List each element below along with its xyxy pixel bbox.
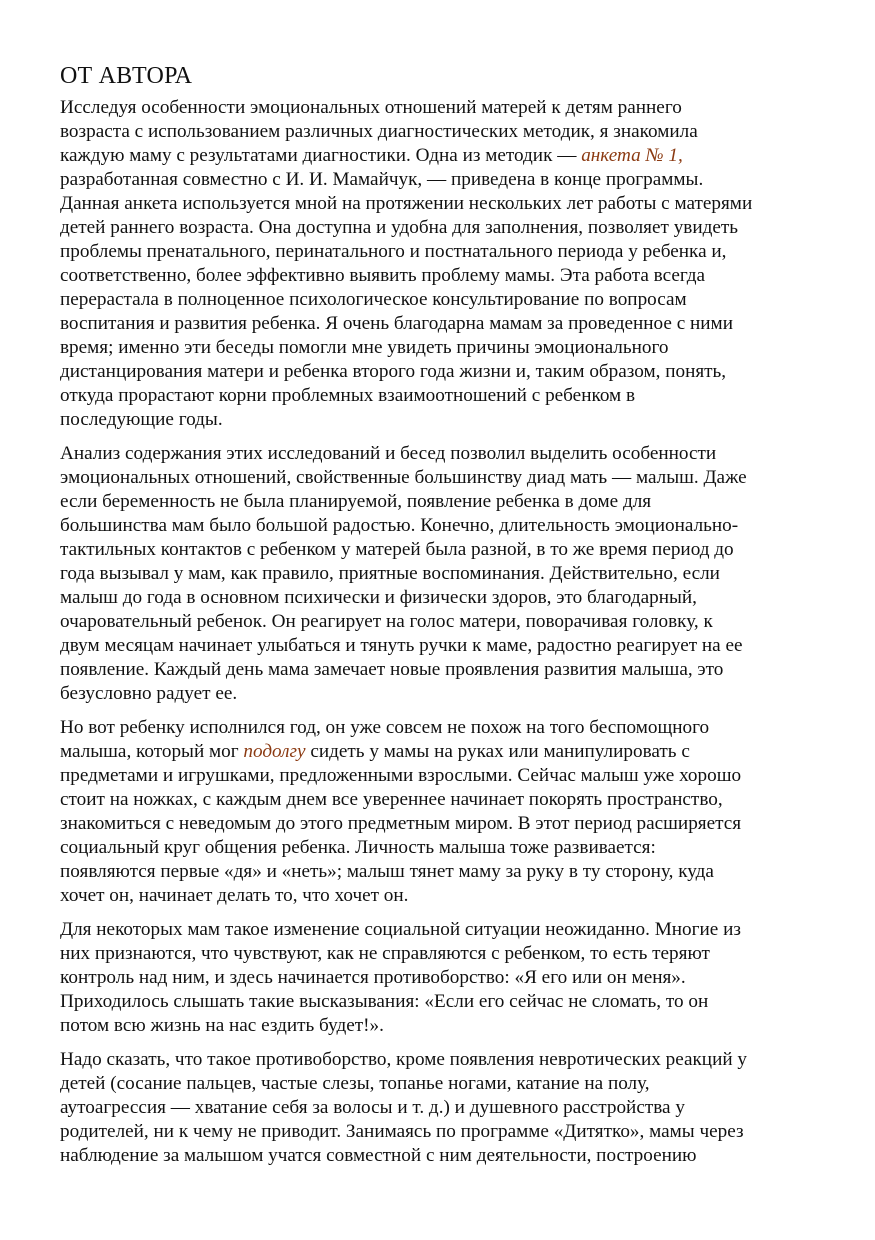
text-line: двум месяцам начинает улыбаться и тянуть ручки к маме, радостно реагирует на ее	[60, 635, 743, 656]
text-line: Для некоторых мам такое изменение социальной ситуации неожиданно. Многие из	[60, 919, 741, 940]
text-line: разработанная совместно с И. И. Мамайчук, — приведена в конце программы.	[60, 169, 704, 190]
text-line: если беременность не была планируемой, появление ребенка в доме для	[60, 491, 652, 512]
text-line: возраста с использованием различных диагностических методик, я знакомила	[60, 121, 698, 142]
paragraph-5	[60, 1048, 820, 1168]
text-line: детей раннего возраста. Она доступна и удобна для заполнения, позволяет увидеть	[60, 217, 739, 238]
text-line: Но вот ребенку исполнился год, он уже совсем не похож на того беспомощного	[60, 717, 710, 738]
text-line: перерастала в полноценное психологическое консультирование по вопросам	[60, 289, 687, 310]
text-line: Надо сказать, что такое противоборство, кроме появления невротических реакций у	[60, 1049, 747, 1070]
text-line: предметами и игрушками, предложенными взрослыми. Сейчас малыш уже хорошо	[60, 765, 742, 786]
text-line: аутоагрессия — хватание себя за волосы и т. д.) и душевного расстройства у	[60, 1097, 685, 1118]
text-line: соответственно, более эффективно выявить проблему мамы. Эта работа всегда	[60, 265, 706, 286]
text-line: хочет он, начинает делать то, что хочет он.	[60, 885, 409, 906]
page-title: ОТ АВТОРА	[60, 63, 193, 89]
text-line: безусловно радует ее.	[60, 683, 238, 704]
questionnaire-link[interactable]: анкета № 1,	[581, 145, 683, 166]
text-fragment: каждую маму с результатами диагностики. Одна из методик —	[60, 145, 582, 166]
text-line: воспитания и развития ребенка. Я очень благодарна мамам за проведенное с ними	[60, 313, 733, 334]
text-line: года вызывал у мам, как правило, приятные воспоминания. Действительно, если	[60, 563, 720, 584]
text-line: появление. Каждый день мама замечает новые проявления развития малыша, это	[60, 659, 724, 680]
text-line	[60, 144, 820, 168]
paragraph-2	[60, 442, 820, 706]
text-line: последующие годы.	[60, 409, 223, 430]
text-line: проблемы пренатального, перинатального и постнатального периода у ребенка и,	[60, 241, 727, 262]
text-fragment: малыша, который мог	[60, 741, 244, 762]
text-line: стоит на ножках, с каждым днем все увереннее начинает покорять пространство,	[60, 789, 723, 810]
text-line: родителей, ни к чему не приводит. Занимаясь по программе «Дитятко», мамы через	[60, 1121, 744, 1142]
paragraph-4	[60, 918, 820, 1038]
text-line: детей (сосание пальцев, частые слезы, топанье ногами, катание на полу,	[60, 1073, 650, 1094]
text-line: эмоциональных отношений, свойственные большинству диад мать — малыш. Даже	[60, 467, 747, 488]
text-line: знакомиться с неведомым до этого предметным миром. В этот период расширяется	[60, 813, 742, 834]
text-line: Исследуя особенности эмоциональных отношений матерей к детям раннего	[60, 97, 682, 118]
text-line: Приходилось слышать такие высказывания: «Если его сейчас не сломать, то он	[60, 991, 709, 1012]
text-line: контроль над ним, и здесь начинается противоборство: «Я его или он меня».	[60, 967, 686, 988]
text-line: большинства мам было большой радостью. Конечно, длительность эмоционально-	[60, 515, 739, 536]
document-page	[60, 60, 820, 1178]
text-line: социальный круг общения ребенка. Личность малыша тоже развивается:	[60, 837, 656, 858]
text-line: дистанцирования матери и ребенка второго года жизни и, таким образом, понять,	[60, 361, 727, 382]
text-line: потом всю жизнь на нас ездить будет!».	[60, 1015, 384, 1036]
text-line: них признаются, что чувствуют, как не справляются с ребенком, то есть теряют	[60, 943, 710, 964]
text-line: время; именно эти беседы помогли мне увидеть причины эмоционального	[60, 337, 669, 358]
text-line: откуда прорастают корни проблемных взаимоотношений с ребенком в	[60, 385, 636, 406]
paragraph-1	[60, 96, 820, 432]
podolgu-link[interactable]: подолгу	[243, 741, 306, 762]
text-line	[60, 740, 820, 764]
text-line: появляются первые «дя» и «неть»; малыш тянет маму за руку в ту сторону, куда	[60, 861, 714, 882]
text-line: очаровательный ребенок. Он реагирует на голос матери, поворачивая головку, к	[60, 611, 713, 632]
text-line: Анализ содержания этих исследований и бесед позволил выделить особенности	[60, 443, 717, 464]
text-line: наблюдение за малышом учатся совместной с ним деятельности, построению	[60, 1145, 697, 1166]
paragraph-3	[60, 716, 820, 908]
text-line: Данная анкета используется мной на протяжении нескольких лет работы с матерями	[60, 193, 753, 214]
text-fragment: сидеть у мамы на руках или манипулировать с	[305, 741, 690, 762]
text-line: тактильных контактов с ребенком у матерей была разной, в то же время период до	[60, 539, 734, 560]
text-line: малыш до года в основном психически и физически здоров, это благодарный,	[60, 587, 697, 608]
